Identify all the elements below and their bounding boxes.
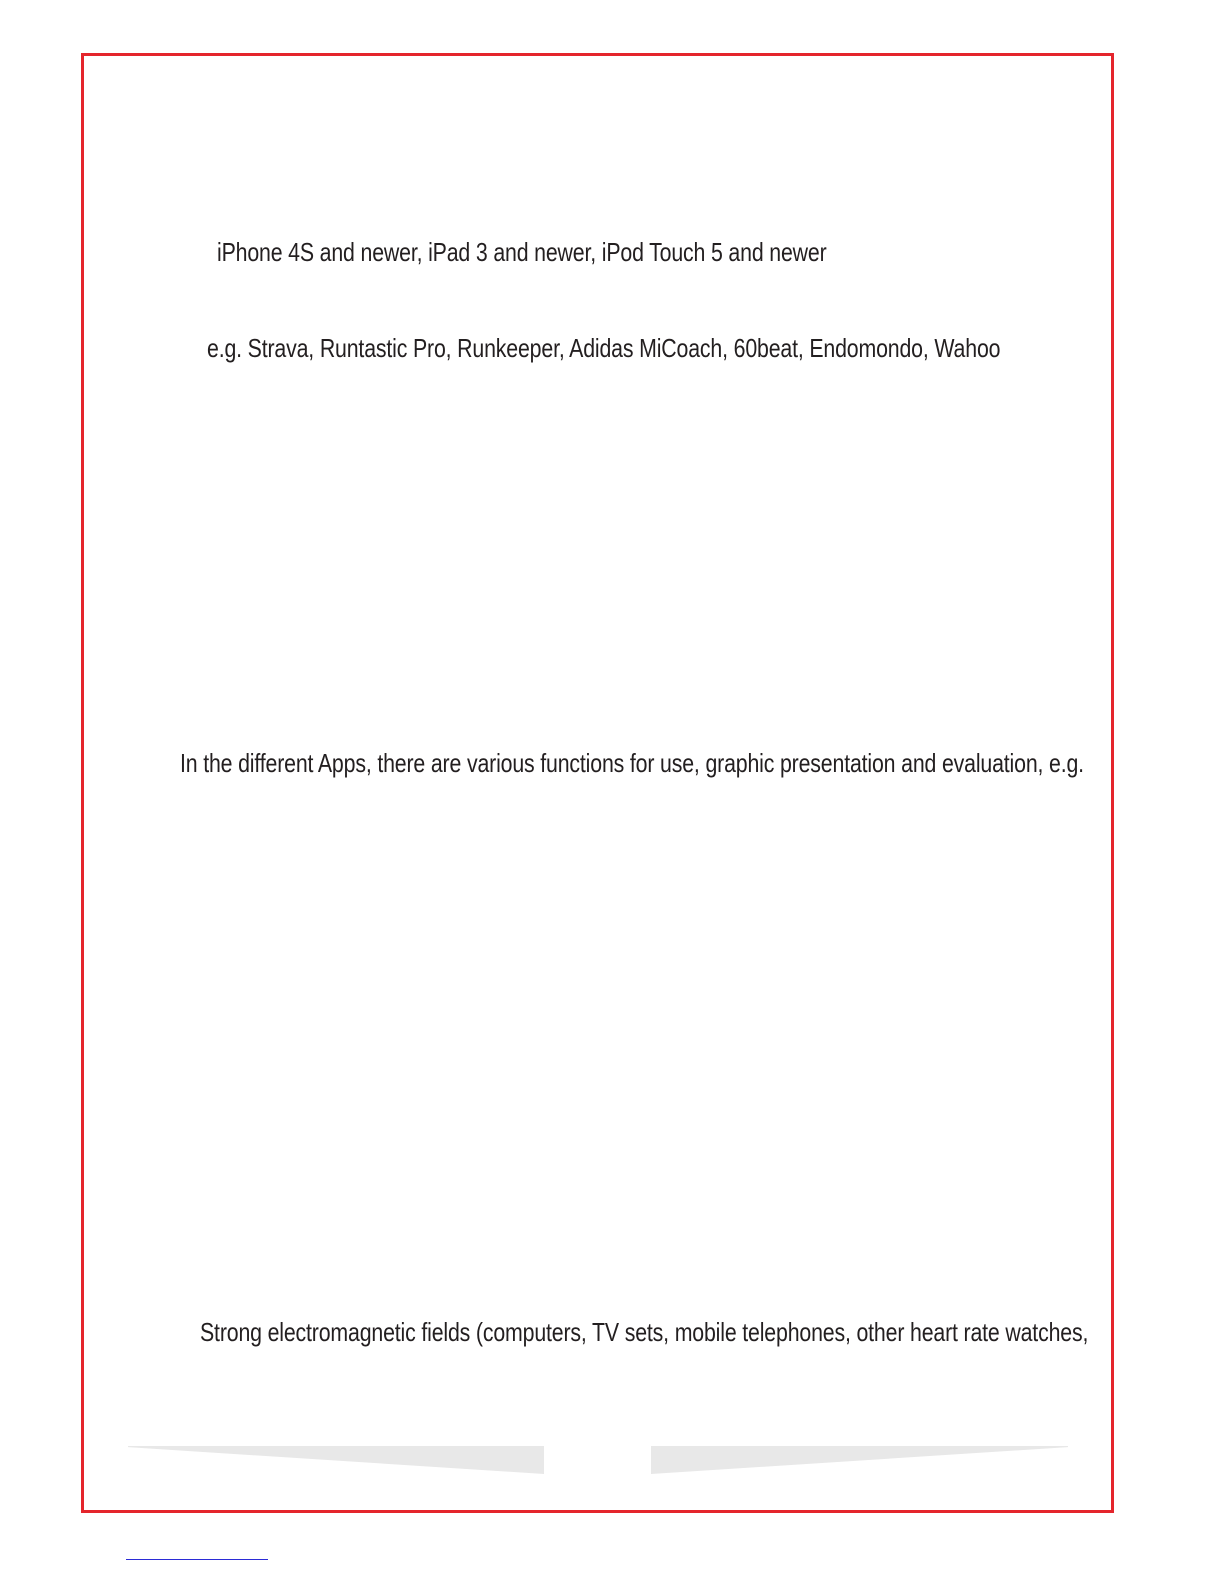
supported-apps-text: e.g. Strava, Runtastic Pro, Runkeeper, Adidas MiCoach, 60beat, Endomondo, Wahoo — [207, 333, 1001, 363]
interference-warning-text: Strong electromagnetic fields (computers, TV sets, mobile telephones, other heart rate watches, — [200, 1317, 1089, 1347]
compatible-devices-text: iPhone 4S and newer, iPad 3 and newer, iPod Touch 5 and newer — [217, 237, 827, 267]
footnote-divider — [126, 1559, 268, 1560]
app-functions-text: In the different Apps, there are various functions for use, graphic presentation and evaluation, e.g. — [180, 748, 1084, 778]
page-border — [81, 53, 1114, 1513]
